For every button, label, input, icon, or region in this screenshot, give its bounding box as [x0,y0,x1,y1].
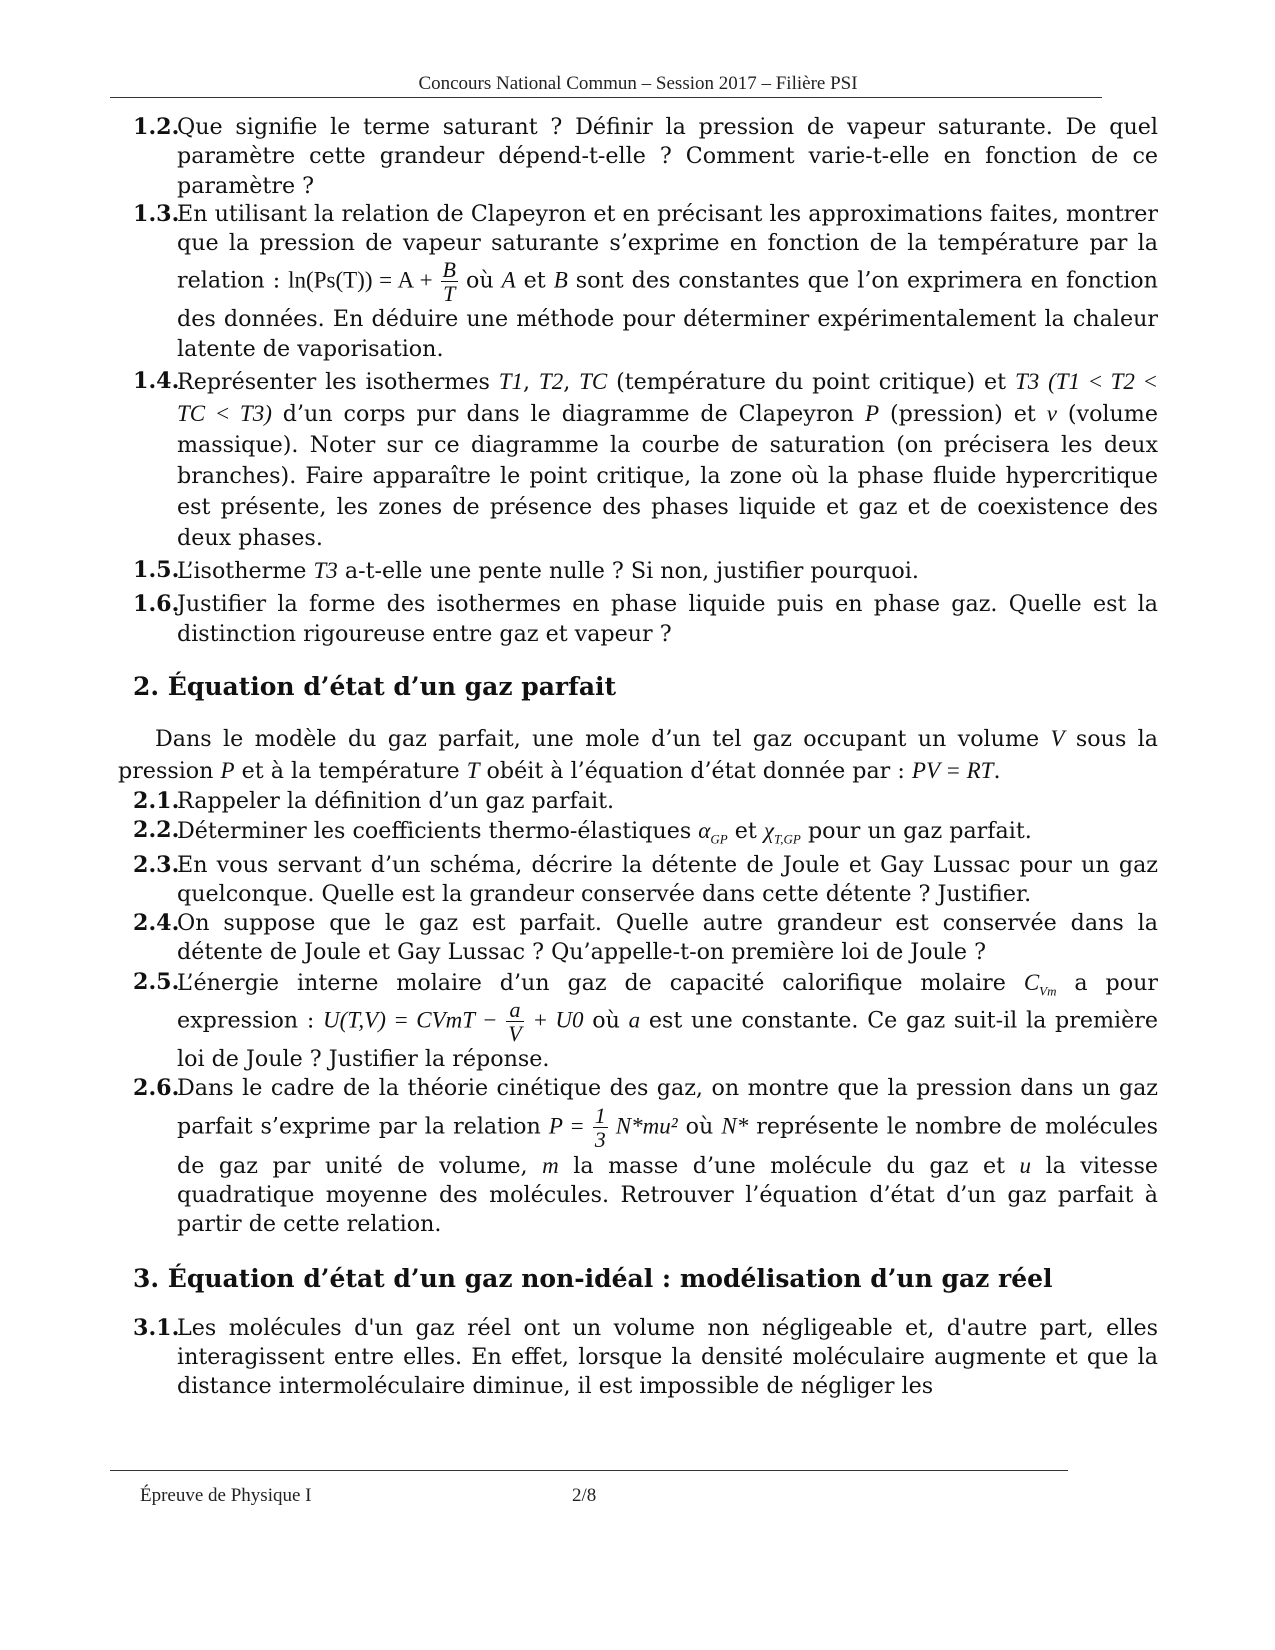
question-text: En vous servant d’un schéma, décrire la détente de Joule et Gay Lussac pour un gaz quelconque. Quelle est la grandeur conservée dans cette détente ? Justifier. [177,851,1158,907]
equation-kinetic-pressure: P = [548,1113,585,1139]
text-fragment: (pression) et [890,401,1036,428]
math-t3: T3 [313,558,338,584]
text-fragment: L’isotherme [177,558,307,585]
question-number: 1.6. [133,591,180,618]
fraction-denominator: T [443,281,456,307]
question-number: 2.3. [133,851,180,878]
subscript: T,GP [774,831,801,847]
question-number: 2.4. [133,910,180,937]
math-v: V [1050,725,1065,751]
math-chi-tgp [763,818,801,847]
question-number: 1.5. [133,557,180,584]
question-text: Rappeler la définition d’un gaz parfait. [177,787,615,814]
math-n-star: N* [721,1113,749,1139]
question-2-6 [118,1074,1158,1239]
math-m: m [542,1152,559,1178]
math-alpha-gp [698,818,728,847]
symbol: χ [763,818,775,844]
math-t3: T3 [1014,369,1040,395]
text-fragment: . [993,757,1001,784]
math-t: T [466,757,480,783]
text-fragment: (température du point critique) et [616,369,1007,396]
section-2-intro [118,723,1158,787]
math-p: P [220,757,235,783]
text-fragment: sont des constantes que l’on exprimera en fonction des données. En déduire une méthode pour déterminer expérimentalement la chaleur latente de vaporisation. [177,267,1158,362]
page-body [118,113,1158,1401]
text-fragment: Déterminer les coefficients thermo-élastiques [177,818,692,845]
question-number: 2.5. [133,968,180,995]
fraction-numerator: a [506,998,523,1022]
text-fragment: Dans le cadre de la théorie cinétique des gaz, on montre que la pression dans un gaz parfait s’exprime par la relation [177,1075,1158,1140]
question-1-3 [118,200,1158,364]
math-t2: T2 [538,369,564,395]
text-fragment: la masse d’une molécule du gaz et [573,1152,1006,1179]
question-text: On suppose que le gaz est parfait. Quelle autre grandeur est conservée dans la détente de Joule et Gay Lussac ? Qu’appelle-t-on première loi de Joule ? [177,910,1158,966]
fraction-one-third [593,1104,608,1151]
text-fragment: est une constante. Ce gaz suit-il la première loi de Joule ? Justifier la réponse. [177,1007,1158,1073]
text-fragment: et [523,267,546,294]
fraction-denominator: 3 [594,1126,606,1152]
text-fragment: L’énergie interne molaire d’un gaz de capacité calorifique molaire [177,969,1006,996]
question-number: 2.1. [133,787,180,814]
text-fragment: Dans le modèle du gaz parfait, une mole d’un tel gaz occupant un volume [155,725,1040,752]
subscript: Vm [1039,983,1057,999]
text-fragment: a pour expression : [177,969,1158,1034]
text-fragment: (volume massique). Noter sur ce diagramme la courbe de saturation (on précisera les deux branches). Faire apparaître le point critique, la zone où la phase fluide hypercritique est présente, les zones de présence des phases liquide et gaz et de coexistence des deux phases. [177,401,1158,552]
fraction-b-over-t [441,258,458,305]
section-2-title: 2. Équation d’état d’un gaz parfait [133,671,617,701]
text-fragment: Représenter les isothermes [177,369,490,396]
question-number: 2.6. [133,1075,180,1102]
math-var-a: A [501,267,516,293]
page-number: 2/8 [572,1485,597,1506]
footer-title: Épreuve de Physique I [140,1485,312,1506]
question-number: 1.4. [133,368,180,395]
question-3-1 [118,1314,1158,1402]
question-2-1 [118,787,1158,816]
symbol: α [698,818,711,844]
math-a: a [628,1007,641,1033]
question-2-2 [118,816,1158,846]
math-u: u [1019,1152,1032,1178]
subscript: GP [710,831,728,847]
equation-kinetic-pressure-rhs: N*mu² [615,1113,678,1139]
fraction-numerator: 1 [594,1102,606,1128]
footer-rule [110,1470,1068,1471]
question-2-4 [118,909,1158,968]
math-tc: TC [579,369,608,395]
question-number: 1.3. [133,200,180,227]
symbol: C [1023,969,1040,995]
text-fragment: où [592,1007,620,1034]
text-fragment: et à la température [241,757,460,784]
text-fragment: obéit à l’équation d’état donnée par : [486,757,905,784]
header-rule [110,97,1102,98]
text-fragment: sous la pression [118,725,1158,784]
math-cvm [1023,969,1057,999]
question-text: Que signifie le terme saturant ? Définir la pression de vapeur saturante. De quel paramètre cette grandeur dépend-t-elle ? Comment varie-t-elle en fonction de ce paramètre ? [177,114,1158,199]
question-2-3 [118,851,1158,910]
fraction-a-over-v [506,998,523,1045]
equation-internal-energy: U(T,V) = CVmT − [323,1007,498,1033]
text-fragment: pour un gaz parfait. [807,818,1032,845]
question-number: 3.1. [133,1314,180,1341]
text-fragment: où [685,1113,714,1140]
question-number: 2.2. [133,817,180,844]
question-text: Les molécules d'un gaz réel ont un volume non négligeable et, d'autre part, elles interagissent entre elles. En effet, lorsque la densité moléculaire augmente et que la distance intermoléculaire diminue, il est impossible de négliger les [177,1314,1158,1400]
question-text: Justifier la forme des isothermes en phase liquide puis en phase gaz. Quelle est la distinction rigoureuse entre gaz et vapeur ? [177,591,1158,647]
text-fragment: a-t-elle une pente nulle ? Si non, justifier pourquoi. [344,558,919,585]
question-1-4: 1.4. Représenter les isothermes T1, T2, TC (température du point critique) et T3 (T1 < T2 < TC < T3) d’un corps pur dans le diagramme de Clapeyron P (pression) et v (volume massique). Noter sur ce diagramme la courbe de saturation (on précisera les deux branches). Faire apparaître le point critique, la zone où la phase fluide hypercritique est présente, les zones de présence des phases liquide et gaz et de coexistence des deux phases. [133,368,1158,552]
math-v: v [1046,401,1057,427]
text-fragment: représente le nombre de molécules de gaz par unité de volume, [177,1113,1158,1179]
math-var-b: B [553,267,568,293]
question-1-5 [118,556,1158,586]
math-p: P [865,401,880,427]
equation-ideal-gas: PV = RT [911,757,994,783]
equation-internal-energy-rhs: + U0 [532,1007,584,1033]
text-fragment: la vitesse quadratique moyenne des molécules. Retrouver l’équation d’état d’un gaz parfait à partir de cette relation. [177,1152,1158,1238]
section-3-title: 3. Équation d’état d’un gaz non-idéal : modélisation d’un gaz réel [133,1263,1053,1293]
fraction-denominator: V [508,1021,522,1047]
equation-saturation-pressure: ln(Ps(T)) = A + [288,267,433,293]
question-1-2 [118,113,1158,201]
text-fragment: d’un corps pur dans le diagramme de Clapeyron [282,401,855,428]
question-text: En utilisant la relation de Clapeyron et en précisant les approximations faites, montrer que la pression de vapeur saturante s’exprime en fonction de la température par la relation : [177,200,1158,294]
question-number: 1.2. [133,114,180,140]
question-2-5 [118,968,1158,1075]
text-fragment: où [465,267,494,294]
math-temperature-order: (T1 < T2 < TC < T3) [177,369,1158,427]
text-fragment: et [734,818,757,845]
fraction-numerator: B [442,257,456,283]
math-t1: T1 [498,369,524,395]
page-header: Concours National Commun – Session 2017 – Filière PSI [418,73,858,94]
question-1-6 [118,590,1158,649]
